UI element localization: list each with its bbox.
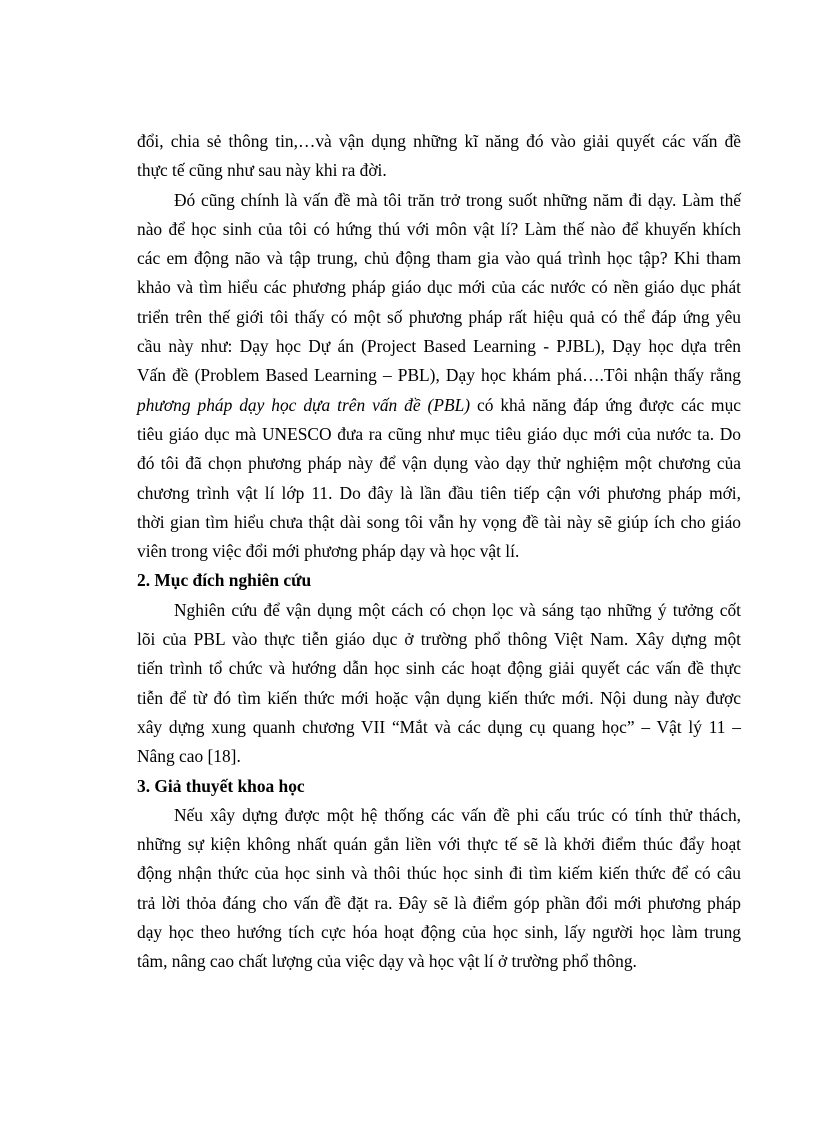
text-line: khảo và tìm hiểu các phương pháp giáo dục mới của các nước có nền giáo dục phát bbox=[137, 277, 741, 298]
italic-phrase: phương pháp dạy học dựa trên vấn đề (PBL) bbox=[137, 394, 471, 415]
text-line-mixed bbox=[137, 391, 741, 420]
text-line: Nâng cao [18]. bbox=[137, 746, 241, 767]
text-line: tiến trình tổ chức và hướng dẫn học sinh các hoạt động giải quyết các vấn đề thực bbox=[137, 658, 741, 679]
text-line: thời gian tìm hiểu chưa thật dài song tôi vẫn hy vọng đề tài này sẽ giúp ích cho giáo bbox=[137, 511, 741, 532]
text-line: viên trong việc đổi mới phương pháp dạy và học vật lí. bbox=[137, 541, 520, 562]
text-line: các em động não và tập trung, chủ động tham gia vào quá trình học tập? Khi tham bbox=[137, 248, 741, 269]
section-hypothesis bbox=[137, 772, 741, 977]
text-line: Vấn đề (Problem Based Learning – PBL), Dạy học khám phá….Tôi nhận thấy rằng bbox=[137, 365, 741, 386]
text-line: động nhận thức của học sinh và thôi thúc học sinh đi tìm kiếm kiến thức để có câu bbox=[137, 863, 741, 884]
paragraph-motivation bbox=[137, 186, 741, 567]
paragraph-continuation bbox=[137, 127, 741, 186]
section-research-purpose bbox=[137, 566, 741, 771]
text-line: trả lời thỏa đáng cho vấn đề đặt ra. Đây sẽ là điểm góp phần đổi mới phương pháp bbox=[137, 892, 741, 913]
text-line: đổi, chia sẻ thông tin,…và vận dụng những kĩ năng đó vào giải quyết các vấn đề bbox=[137, 131, 741, 151]
text-line: thực tế cũng như sau này khi ra đời. bbox=[137, 160, 387, 181]
text-line: chương trình vật lí lớp 11. Do đây là lần đầu tiên tiếp cận với phương pháp mới, bbox=[137, 482, 741, 503]
text-line: cầu này như: Dạy học Dự án (Project Based Learning - PJBL), Dạy học dựa trên bbox=[137, 336, 741, 357]
text-line: đó tôi đã chọn phương pháp này để vận dụng vào dạy thử nghiệm một chương của bbox=[137, 453, 741, 474]
text-fragment: có khả năng đáp ứng được các mục bbox=[470, 394, 741, 415]
text-line: Nếu xây dựng được một hệ thống các vấn đề phi cấu trúc có tính thử thách, bbox=[174, 804, 741, 825]
section-heading: 3. Giả thuyết khoa học bbox=[137, 775, 305, 796]
text-line: xây dựng xung quanh chương VII “Mắt và các dụng cụ quang học” – Vật lý 11 – bbox=[137, 716, 741, 737]
text-line: những sự kiện không nhất quán gắn liền với thực tế sẽ là khởi điểm thúc đẩy hoạt bbox=[137, 834, 741, 855]
section-heading: 2. Mục đích nghiên cứu bbox=[137, 570, 312, 591]
document-page bbox=[137, 127, 741, 977]
text-line: Đó cũng chính là vấn đề mà tôi trăn trở trong suốt những năm đi dạy. Làm thế bbox=[174, 189, 741, 210]
text-line: tiễn để từ đó tìm kiến thức mới hoặc vận dụng kiến thức mới. Nội dung này được bbox=[137, 687, 741, 708]
text-line: triển trên thế giới tôi thấy có một số phương pháp rất hiệu quả có thể đáp ứng yêu bbox=[137, 306, 741, 327]
text-line: tiêu giáo dục mà UNESCO đưa ra cũng như mục tiêu giáo dục mới của nước ta. Do bbox=[137, 423, 741, 444]
text-line: lõi của PBL vào thực tiễn giáo dục ở trường phổ thông Việt Nam. Xây dựng một bbox=[137, 629, 741, 650]
text-line: tâm, nâng cao chất lượng của việc dạy và học vật lí ở trường phổ thông. bbox=[137, 951, 637, 972]
text-line: nào để học sinh của tôi có hứng thú với môn vật lí? Làm thế nào để khuyến khích bbox=[137, 218, 741, 239]
text-line: dạy học theo hướng tích cực hóa hoạt động của học sinh, lấy người học làm trung bbox=[137, 922, 741, 943]
text-line: Nghiên cứu để vận dụng một cách có chọn lọc và sáng tạo những ý tưởng cốt bbox=[174, 599, 741, 620]
